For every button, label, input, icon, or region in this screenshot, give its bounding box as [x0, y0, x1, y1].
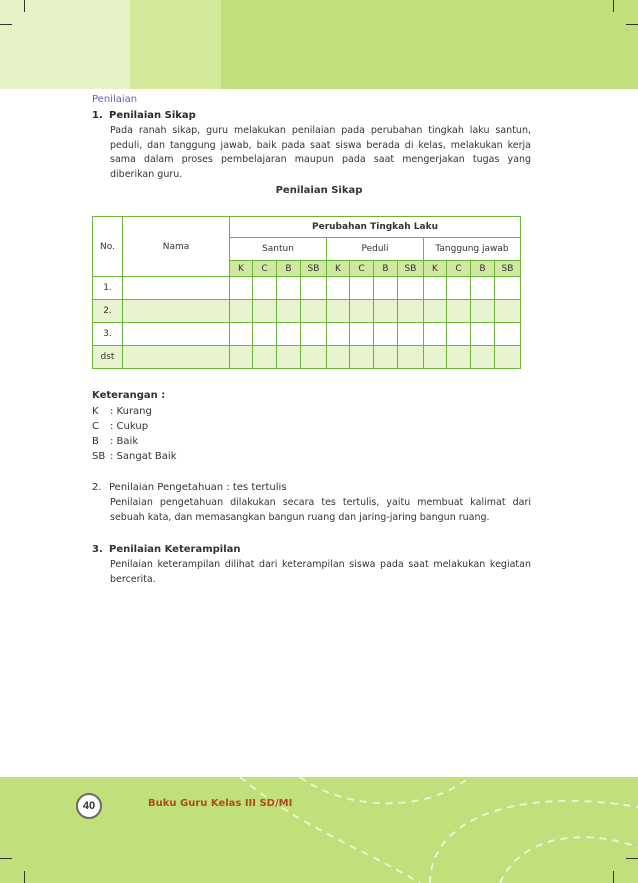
header-band-dark	[221, 0, 638, 89]
legend-text: : Kurang	[110, 406, 152, 417]
item1-heading-text: Penilaian Sikap	[109, 110, 196, 121]
scale-header: SB	[495, 261, 521, 277]
nama-cell	[123, 346, 230, 369]
crop-mark	[0, 24, 12, 25]
crop-mark	[613, 0, 614, 12]
item3-paragraph: Penilaian keterampilan dilihat dari keterampilan siswa pada saat melakukan kegiatan bercerita.	[110, 559, 531, 585]
scale-header: SB	[398, 261, 424, 277]
nama-cell	[123, 323, 230, 346]
scale-header: B	[374, 261, 398, 277]
header-band-light	[0, 0, 130, 89]
group-header: Perubahan Tingkah Laku	[230, 217, 521, 238]
item2-number: 2.	[92, 482, 102, 493]
scale-header: SB	[301, 261, 327, 277]
col-nama-header: Nama	[123, 217, 230, 277]
item3-heading	[92, 544, 241, 555]
scale-header: C	[350, 261, 374, 277]
legend-text: : Sangat Baik	[110, 451, 177, 462]
legend-item	[92, 436, 138, 447]
legend-item	[92, 406, 152, 417]
footer-band	[0, 777, 638, 883]
header-band-mid	[130, 0, 221, 89]
scale-header: K	[327, 261, 350, 277]
crop-mark	[24, 871, 25, 883]
group-tanggung-jawab-header: Tanggung jawab	[424, 238, 521, 261]
table-caption: Penilaian Sikap	[275, 185, 363, 196]
crop-mark	[626, 858, 638, 859]
item2-heading-text: Penilaian Pengetahuan : tes tertulis	[109, 482, 287, 493]
item3-number: 3.	[92, 544, 103, 555]
item2-heading	[92, 482, 287, 493]
item1-heading	[92, 110, 196, 121]
legend-item	[92, 451, 177, 462]
crop-mark	[613, 871, 614, 883]
assessment-table	[92, 216, 521, 369]
table-row	[93, 277, 521, 300]
legend-code: C	[92, 421, 99, 432]
table-row	[93, 300, 521, 323]
col-no-header: No.	[93, 217, 123, 277]
row-number: 1.	[93, 277, 123, 300]
footer-decoration	[0, 777, 638, 883]
keterangan-title: Keterangan :	[92, 390, 166, 401]
item3-heading-text: Penilaian Keterampilan	[109, 544, 241, 555]
legend-code: K	[92, 406, 99, 417]
legend-code: B	[92, 436, 99, 447]
row-number: 2.	[93, 300, 123, 323]
item1-paragraph: Pada ranah sikap, guru melakukan penilaian pada perubahan tingkah laku santun, peduli, dan tanggung jawab, baik pada saat siswa berada di kelas, melakukan kerja sama dalam proses pembelajaran maupun pada saat mengerjakan tugas yang diberikan guru.	[110, 125, 531, 180]
legend-code: SB	[92, 451, 106, 462]
legend-text: : Cukup	[110, 421, 149, 432]
table-row	[93, 346, 521, 369]
book-title: Buku Guru Kelas III SD/MI	[148, 798, 293, 809]
crop-mark	[24, 0, 25, 12]
section-label: Penilaian	[92, 94, 138, 105]
scale-header: K	[424, 261, 447, 277]
item1-number: 1.	[92, 110, 103, 121]
legend-text: : Baik	[110, 436, 139, 447]
scale-header: B	[277, 261, 301, 277]
nama-cell	[123, 277, 230, 300]
legend-item	[92, 421, 148, 432]
row-number: dst	[93, 346, 123, 369]
table-row	[93, 323, 521, 346]
group-santun-header: Santun	[230, 238, 327, 261]
row-number: 3.	[93, 323, 123, 346]
crop-mark	[0, 858, 12, 859]
scale-header: C	[447, 261, 471, 277]
item2-paragraph: Penilaian pengetahuan dilakukan secara tes tertulis, yaitu membuat kalimat dari sebuah kata, dan memasangkan bangun ruang dan jaring-jaring bangun ruang.	[110, 497, 531, 523]
scale-header: C	[253, 261, 277, 277]
scale-header: B	[471, 261, 495, 277]
page-number: 40	[76, 793, 102, 819]
crop-mark	[626, 24, 638, 25]
nama-cell	[123, 300, 230, 323]
group-peduli-header: Peduli	[327, 238, 424, 261]
scale-header: K	[230, 261, 253, 277]
